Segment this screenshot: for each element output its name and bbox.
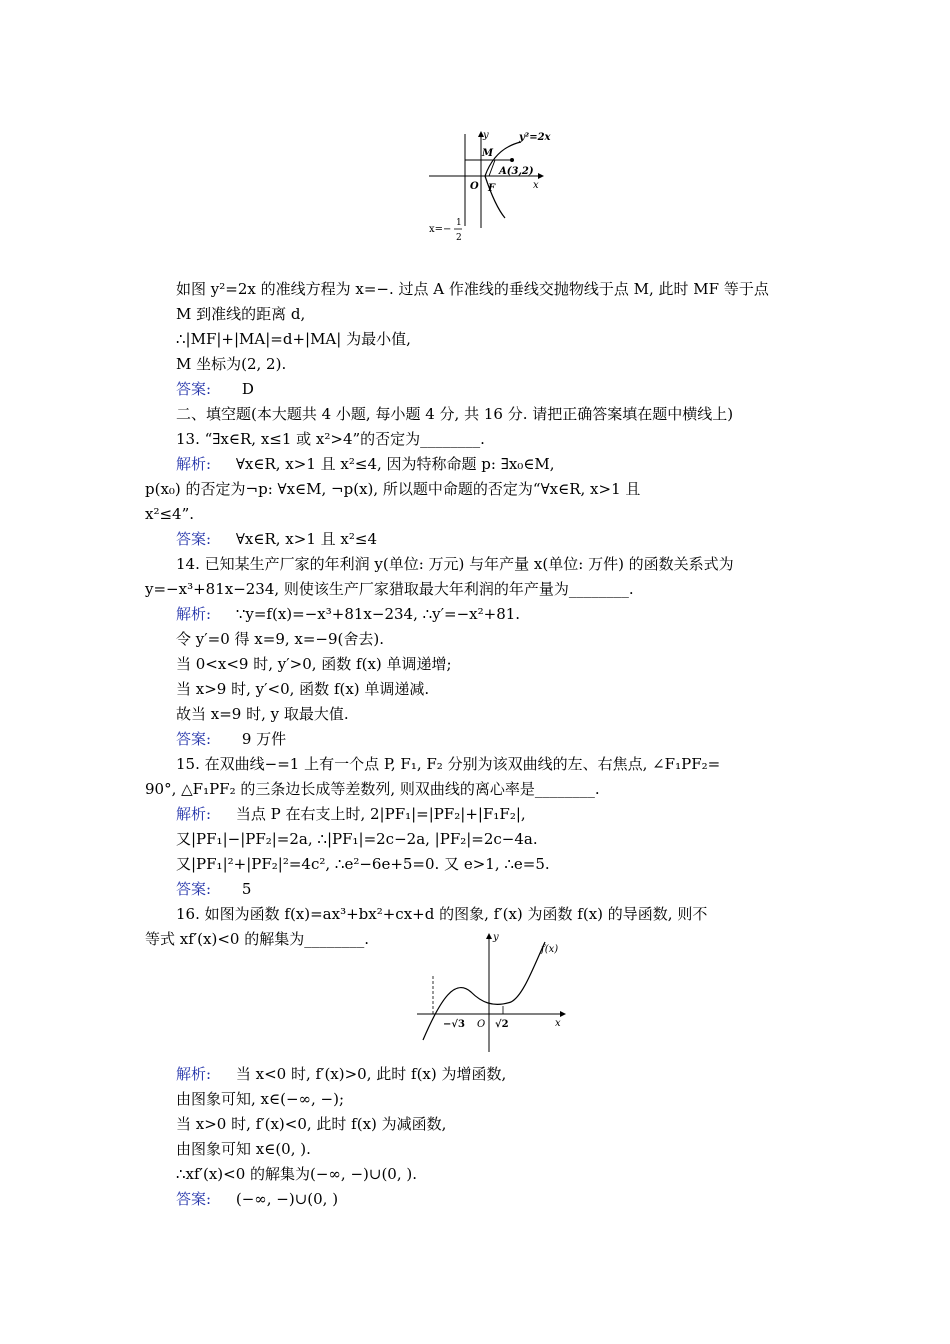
parabola-figure [425, 128, 565, 246]
solution-label: 解析: [176, 455, 212, 473]
fig2-neg-root: −√3 [443, 1019, 465, 1030]
cubic-function-figure [415, 928, 575, 1058]
solution-text: ∀x∈R, x>1 且 x²≤4, 因为特称命题 p: ∃x₀∈M, [235, 455, 555, 473]
solution-text: 当点 P 在右支上时, 2|PF₁|=|PF₂|+|F₁F₂|, [235, 805, 526, 823]
answer-label: 答案: [176, 880, 212, 898]
text-line: 90°, △F₁PF₂ 的三条边长成等差数列, 则双曲线的离心率是________. [145, 780, 600, 798]
fig1-directrix-num: 1 [456, 218, 462, 228]
text-line: 又|PF₁|²+|PF₂|²=4c², ∴e²−6e+5=0. 又 e>1, ∴e=5. [176, 855, 550, 873]
text-line: 当 0<x<9 时, y′>0, 函数 f(x) 单调递增; [176, 655, 452, 673]
text-line: 当 x>0 时, f′(x)<0, 此时 f(x) 为减函数, [176, 1115, 447, 1133]
text-line: p(x₀) 的否定为¬p: ∀x∈M, ¬p(x), 所以题中命题的否定为“∀x∈R, x>1 且 [145, 480, 641, 498]
fig2-pos-root: √2 [495, 1019, 509, 1030]
text-line: 由图象可知, x∈(−∞, −); [176, 1090, 345, 1108]
text-line: 令 y′=0 得 x=9, x=−9(舍去). [176, 630, 385, 648]
question-16: 16. 如图为函数 f(x)=ax³+bx²+cx+d 的图象, f′(x) 为函数 f(x) 的导函数, 则不 [176, 905, 708, 923]
text-line: y=−x³+81x−234, 则使该生产厂家猎取最大年利润的年产量为________. [145, 580, 634, 598]
fig1-x-label: x [533, 180, 539, 191]
solution-line [176, 1063, 506, 1085]
answer-line [176, 528, 377, 550]
answer-value: (−∞, −)∪(0, ) [235, 1190, 339, 1208]
solution-line [176, 453, 555, 475]
question-13: 13. “∃x∈R, x≤1 或 x²>4”的否定为________. [176, 430, 485, 448]
answer-value: D [241, 380, 254, 398]
text-line: ∴xf′(x)<0 的解集为(−∞, −)∪(0, ). [176, 1165, 417, 1183]
text-line: 又|PF₁|−|PF₂|=2a, ∴|PF₁|=2c−2a, |PF₂|=2c−4a. [176, 830, 538, 848]
answer-line [176, 1188, 338, 1210]
fig2-x-label: x [555, 1018, 561, 1029]
text-line: 如图 y²=2x 的准线方程为 x=−. 过点 A 作准线的垂线交抛物线于点 M, 此时 MF 等于点 [176, 280, 769, 298]
solution-line [176, 803, 526, 825]
solution-line [176, 603, 520, 625]
fig2-func-label: f(x) [541, 944, 559, 955]
text-line: ∴|MF|+|MA|=d+|MA| 为最小值, [176, 330, 411, 348]
solution-text: 当 x<0 时, f′(x)>0, 此时 f(x) 为增函数, [235, 1065, 507, 1083]
answer-label: 答案: [176, 1190, 212, 1208]
text-line: M 到准线的距离 d, [176, 305, 306, 323]
fig1-m-label: M [482, 148, 494, 159]
text-line: 等式 xf′(x)<0 的解集为________. [145, 930, 369, 948]
answer-value: ∀x∈R, x>1 且 x²≤4 [235, 530, 377, 548]
answer-value: 5 [241, 880, 252, 898]
fig1-f-label: F [488, 183, 496, 194]
answer-label: 答案: [176, 730, 212, 748]
fig1-curve-label: y²=2x [519, 132, 551, 143]
answer-line [176, 378, 254, 400]
fig1-a-label: A(3,2) [499, 166, 534, 177]
solution-label: 解析: [176, 605, 212, 623]
text-line: 由图象可知 x∈(0, ). [176, 1140, 311, 1158]
fig1-directrix-prefix: x=− [429, 224, 452, 235]
solution-text: ∵y=f(x)=−x³+81x−234, ∴y′=−x²+81. [235, 605, 521, 623]
fig2-y-label: y [493, 932, 499, 943]
fig2-o-label: O [477, 1019, 486, 1030]
answer-label: 答案: [176, 530, 212, 548]
point-a [510, 158, 514, 162]
answer-line [176, 728, 286, 750]
answer-label: 答案: [176, 380, 212, 398]
text-line: 当 x>9 时, y′<0, 函数 f(x) 单调递减. [176, 680, 430, 698]
fig1-directrix-den: 2 [456, 233, 462, 243]
question-14: 14. 已知某生产厂家的年利润 y(单位: 万元) 与年产量 x(单位: 万件) 的函数关系式为 [176, 555, 734, 573]
text-line: 故当 x=9 时, y 取最大值. [176, 705, 349, 723]
text-line: x²≤4”. [145, 505, 195, 523]
answer-value: 9 万件 [241, 730, 287, 748]
fig1-y-label: y [483, 130, 489, 141]
question-15: 15. 在双曲线−=1 上有一个点 P, F₁, F₂ 分别为该双曲线的左、右焦点, ∠F₁PF₂= [176, 755, 721, 773]
section-heading: 二、填空题(本大题共 4 小题, 每小题 4 分, 共 16 分. 请把正确答案填在题中横线上) [176, 405, 734, 423]
answer-line [176, 878, 251, 900]
fig1-o-label: O [470, 181, 479, 192]
solution-label: 解析: [176, 1065, 212, 1083]
text-line: M 坐标为(2, 2). [176, 355, 287, 373]
solution-label: 解析: [176, 805, 212, 823]
